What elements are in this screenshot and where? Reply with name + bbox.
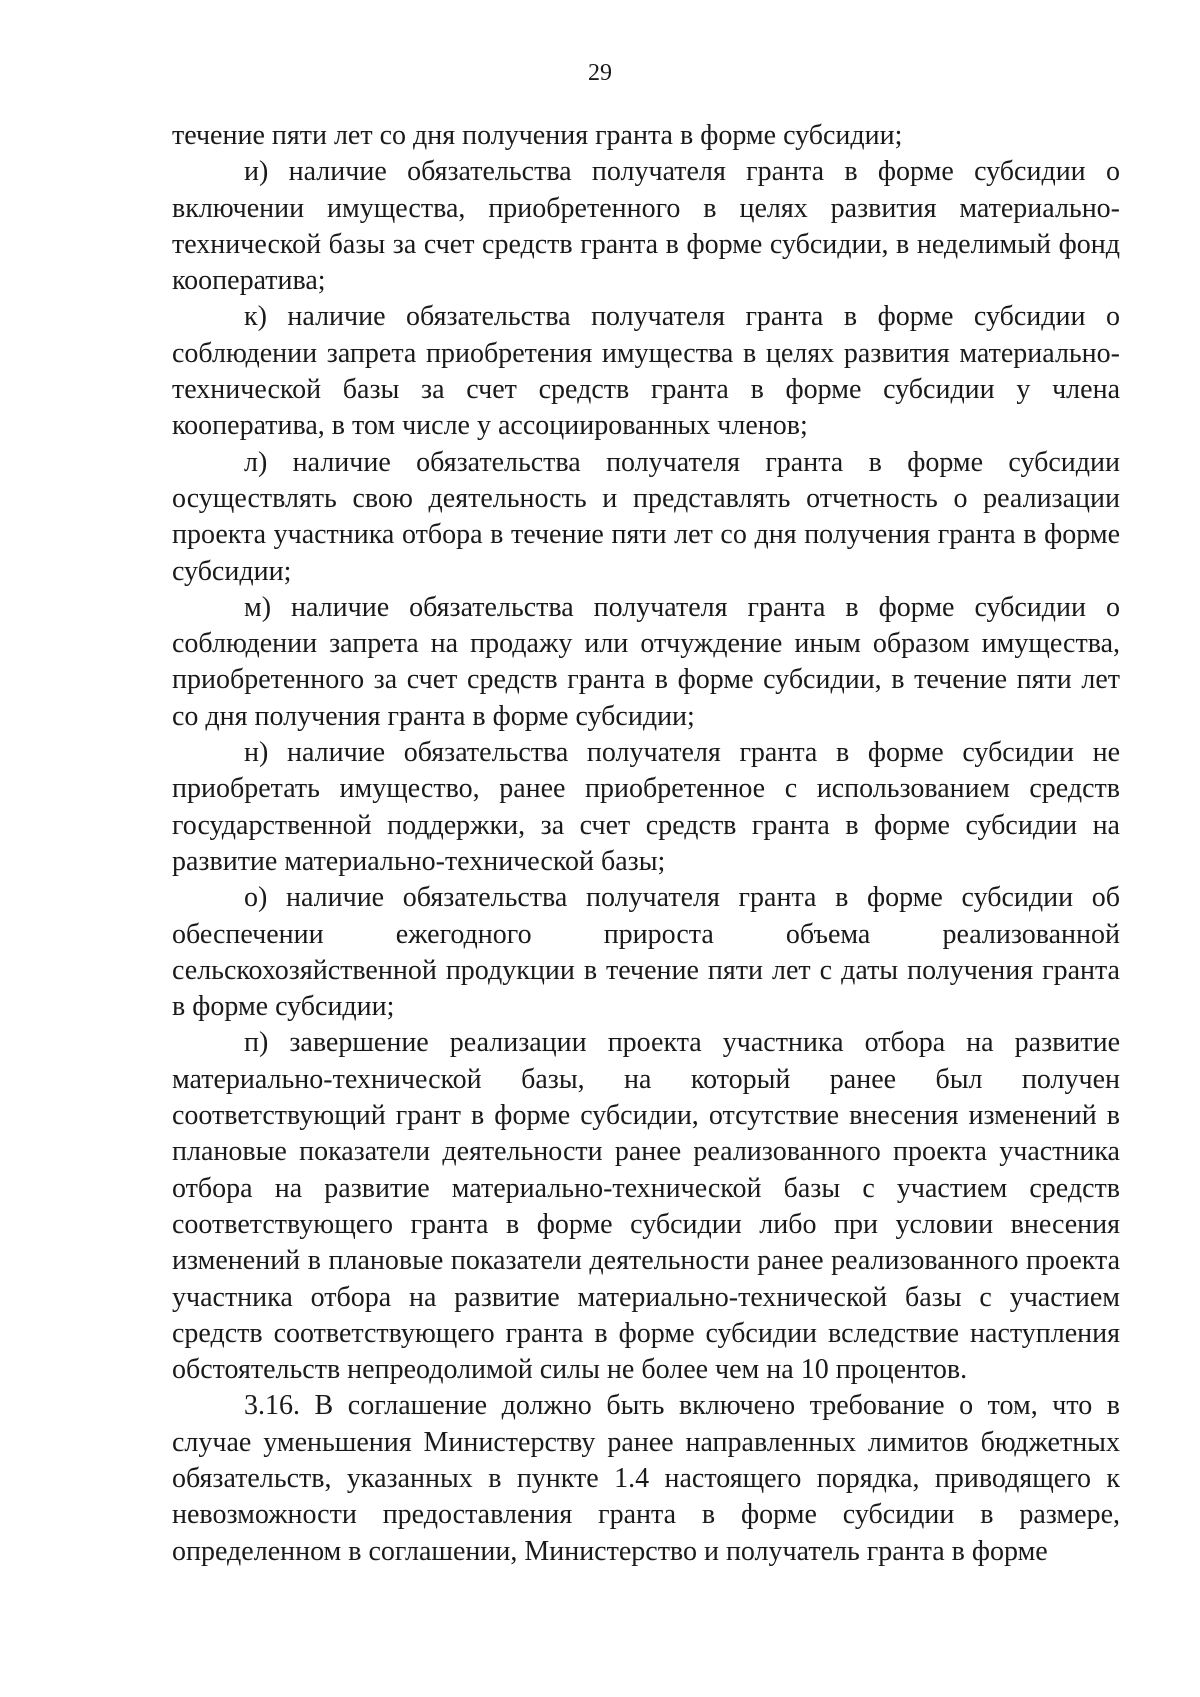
paragraph-section-3-16: 3.16. В соглашение должно быть включено требование о том, что в случае уменьшения Министерству ранее направленных лимитов бюджетных обязательств, указанных в пункте 1.4 настоящего порядка, приводящего к невозможности предоставления гранта в форме субсидии в размере, определенном в соглашении, Министерство и получатель гранта в форме (172, 1390, 1120, 1567)
paragraph-item-m: м) наличие обязательства получателя гранта в форме субсидии о соблюдении запрета на продажу или отчуждение иным образом имущества, приобретенного за счет средств гранта в форме субсидии, в течение пяти лет со дня получения гранта в форме субсидии; (172, 591, 1120, 732)
paragraph-item-o: о) наличие обязательства получателя гранта в форме субсидии об обеспечении ежегодного прироста объема реализованной сельскохозяйственной продукции в течение пяти лет с даты получения гранта в форме субсидии; (172, 882, 1120, 1023)
paragraph-item-i: и) наличие обязательства получателя гранта в форме субсидии о включении имущества, приобретенного в целях развития материально-технической базы за счет средств гранта в форме субсидии, в неделимый фонд кооператива; (172, 156, 1120, 297)
paragraph-item-l: л) наличие обязательства получателя гранта в форме субсидии осуществлять свою деятельность и представлять отчетность о реализации проекта участника отбора в течение пяти лет со дня получения гранта в форме субсидии; (172, 446, 1120, 587)
page-number: 29 (588, 60, 612, 86)
paragraph-item-n: н) наличие обязательства получателя гранта в форме субсидии не приобретать имущество, ранее приобретенное с использованием средств государственной поддержки, за счет средств гранта в форме субсидии на развитие материально-технической базы; (172, 737, 1120, 877)
paragraph-continuation: течение пяти лет со дня получения гранта в форме субсидии; (172, 120, 903, 151)
paragraph-item-p: п) завершение реализации проекта участника отбора на развитие материально-технической базы, на который ранее был получен соответствующий грант в форме субсидии, отсутствие внесения изменений в плановые показатели деятельности ранее реализованного проекта участника отбора на развитие материально-технической базы с участием средств соответствующего гранта в форме субсидии либо при условии внесения изменений в плановые показатели деятельности ранее реализованного проекта участника отбора на развитие материально-технической базы с участием средств соответствующего гранта в форме субсидии вследствие наступления обстоятельств непреодолимой силы не более чем на 10 процентов. (172, 1027, 1120, 1386)
document-text-body (172, 118, 1120, 1570)
paragraph-item-k: к) наличие обязательства получателя гранта в форме субсидии о соблюдении запрета приобретения имущества в целях развития материально-технической базы за счет средств гранта в форме субсидии у члена кооператива, в том числе у ассоциированных членов; (172, 301, 1120, 442)
